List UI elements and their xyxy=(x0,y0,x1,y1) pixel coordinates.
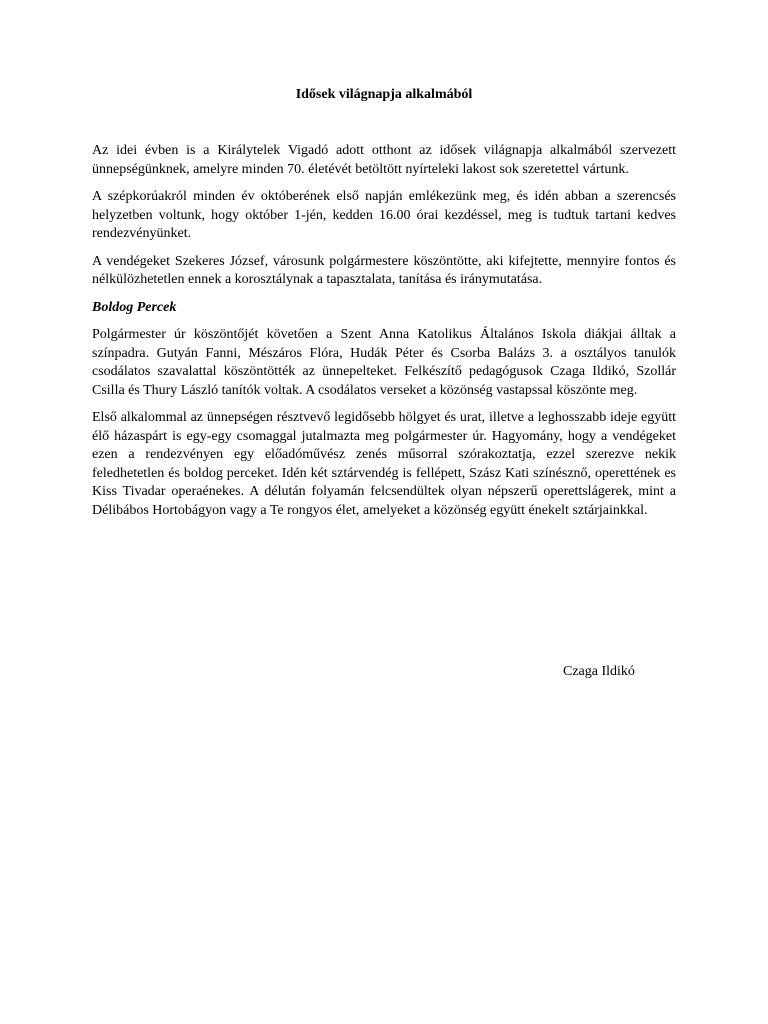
section-heading: Boldog Percek xyxy=(92,299,177,315)
paragraph-intro: Az idei évben is a Királytelek Vigadó adott otthont az idősek világnapja alkalmából szervezett ünnepségünknek, amelyre minden 70. életévét betöltött nyírteleki lakost sok szeretettel vártunk. xyxy=(92,143,676,177)
document-body xyxy=(92,86,676,529)
document-title: Idősek világnapja alkalmából xyxy=(295,87,473,102)
paragraph-mayor: A vendégeket Szekeres József, városunk polgármestere köszöntötte, aki kifejtette, mennyire fontos és nélkülözhetetlen ennek a korosztálynak a tapasztalata, tanítása és iránymutatása. xyxy=(92,253,676,287)
author-signature: Czaga Ildikó xyxy=(563,664,635,679)
paragraph-date: A szépkorúakról minden év októberének első napján emlékezünk meg, és idén abban a szerencsés helyzetben voltunk, hogy október 1-jén, kedden 16.00 órai kezdéssel, meg is tudtuk tartani kedves rendezvényünket. xyxy=(92,189,676,241)
paragraph-gifts: Első alkalommal az ünnepségen résztvevő legidősebb hölgyet és urat, illetve a leghosszabb ideje együtt élő házaspárt is egy-egy csomaggal jutalmazta meg polgármester úr. Hagyomány, hogy a vendégeket ezen a rendezvényen egy előadóművész zenés műsorral szórakoztatja, ezzel szerezve nekik feledhetetlen és boldog perceket. Idén két sztárvendég is fellépett, Szász Kati színésznő, operettének es Kiss Tivadar operaénekes. A délután folyamán felcsendültek olyan népszerű operettslágerek, mint a Délibábos Hortobágyon vagy a Te rongyos élet, amelyeket a közönség együtt énekelt sztárjainkkal. xyxy=(92,410,676,518)
paragraph-students: Polgármester úr köszöntőjét követően a Szent Anna Katolikus Általános Iskola diákjai álltak a színpadra. Gutyán Fanni, Mészáros Flóra, Hudák Péter és Csorba Balázs 3. a osztályos tanulók csodálatos szavalattal köszöntötték az ünnepelteket. Felkészítő pedagógusok Czaga Ildikó, Szollár Csilla és Thury László tanítók voltak. A csodálatos verseket a közönség vastapssal köszönte meg. xyxy=(92,327,676,398)
